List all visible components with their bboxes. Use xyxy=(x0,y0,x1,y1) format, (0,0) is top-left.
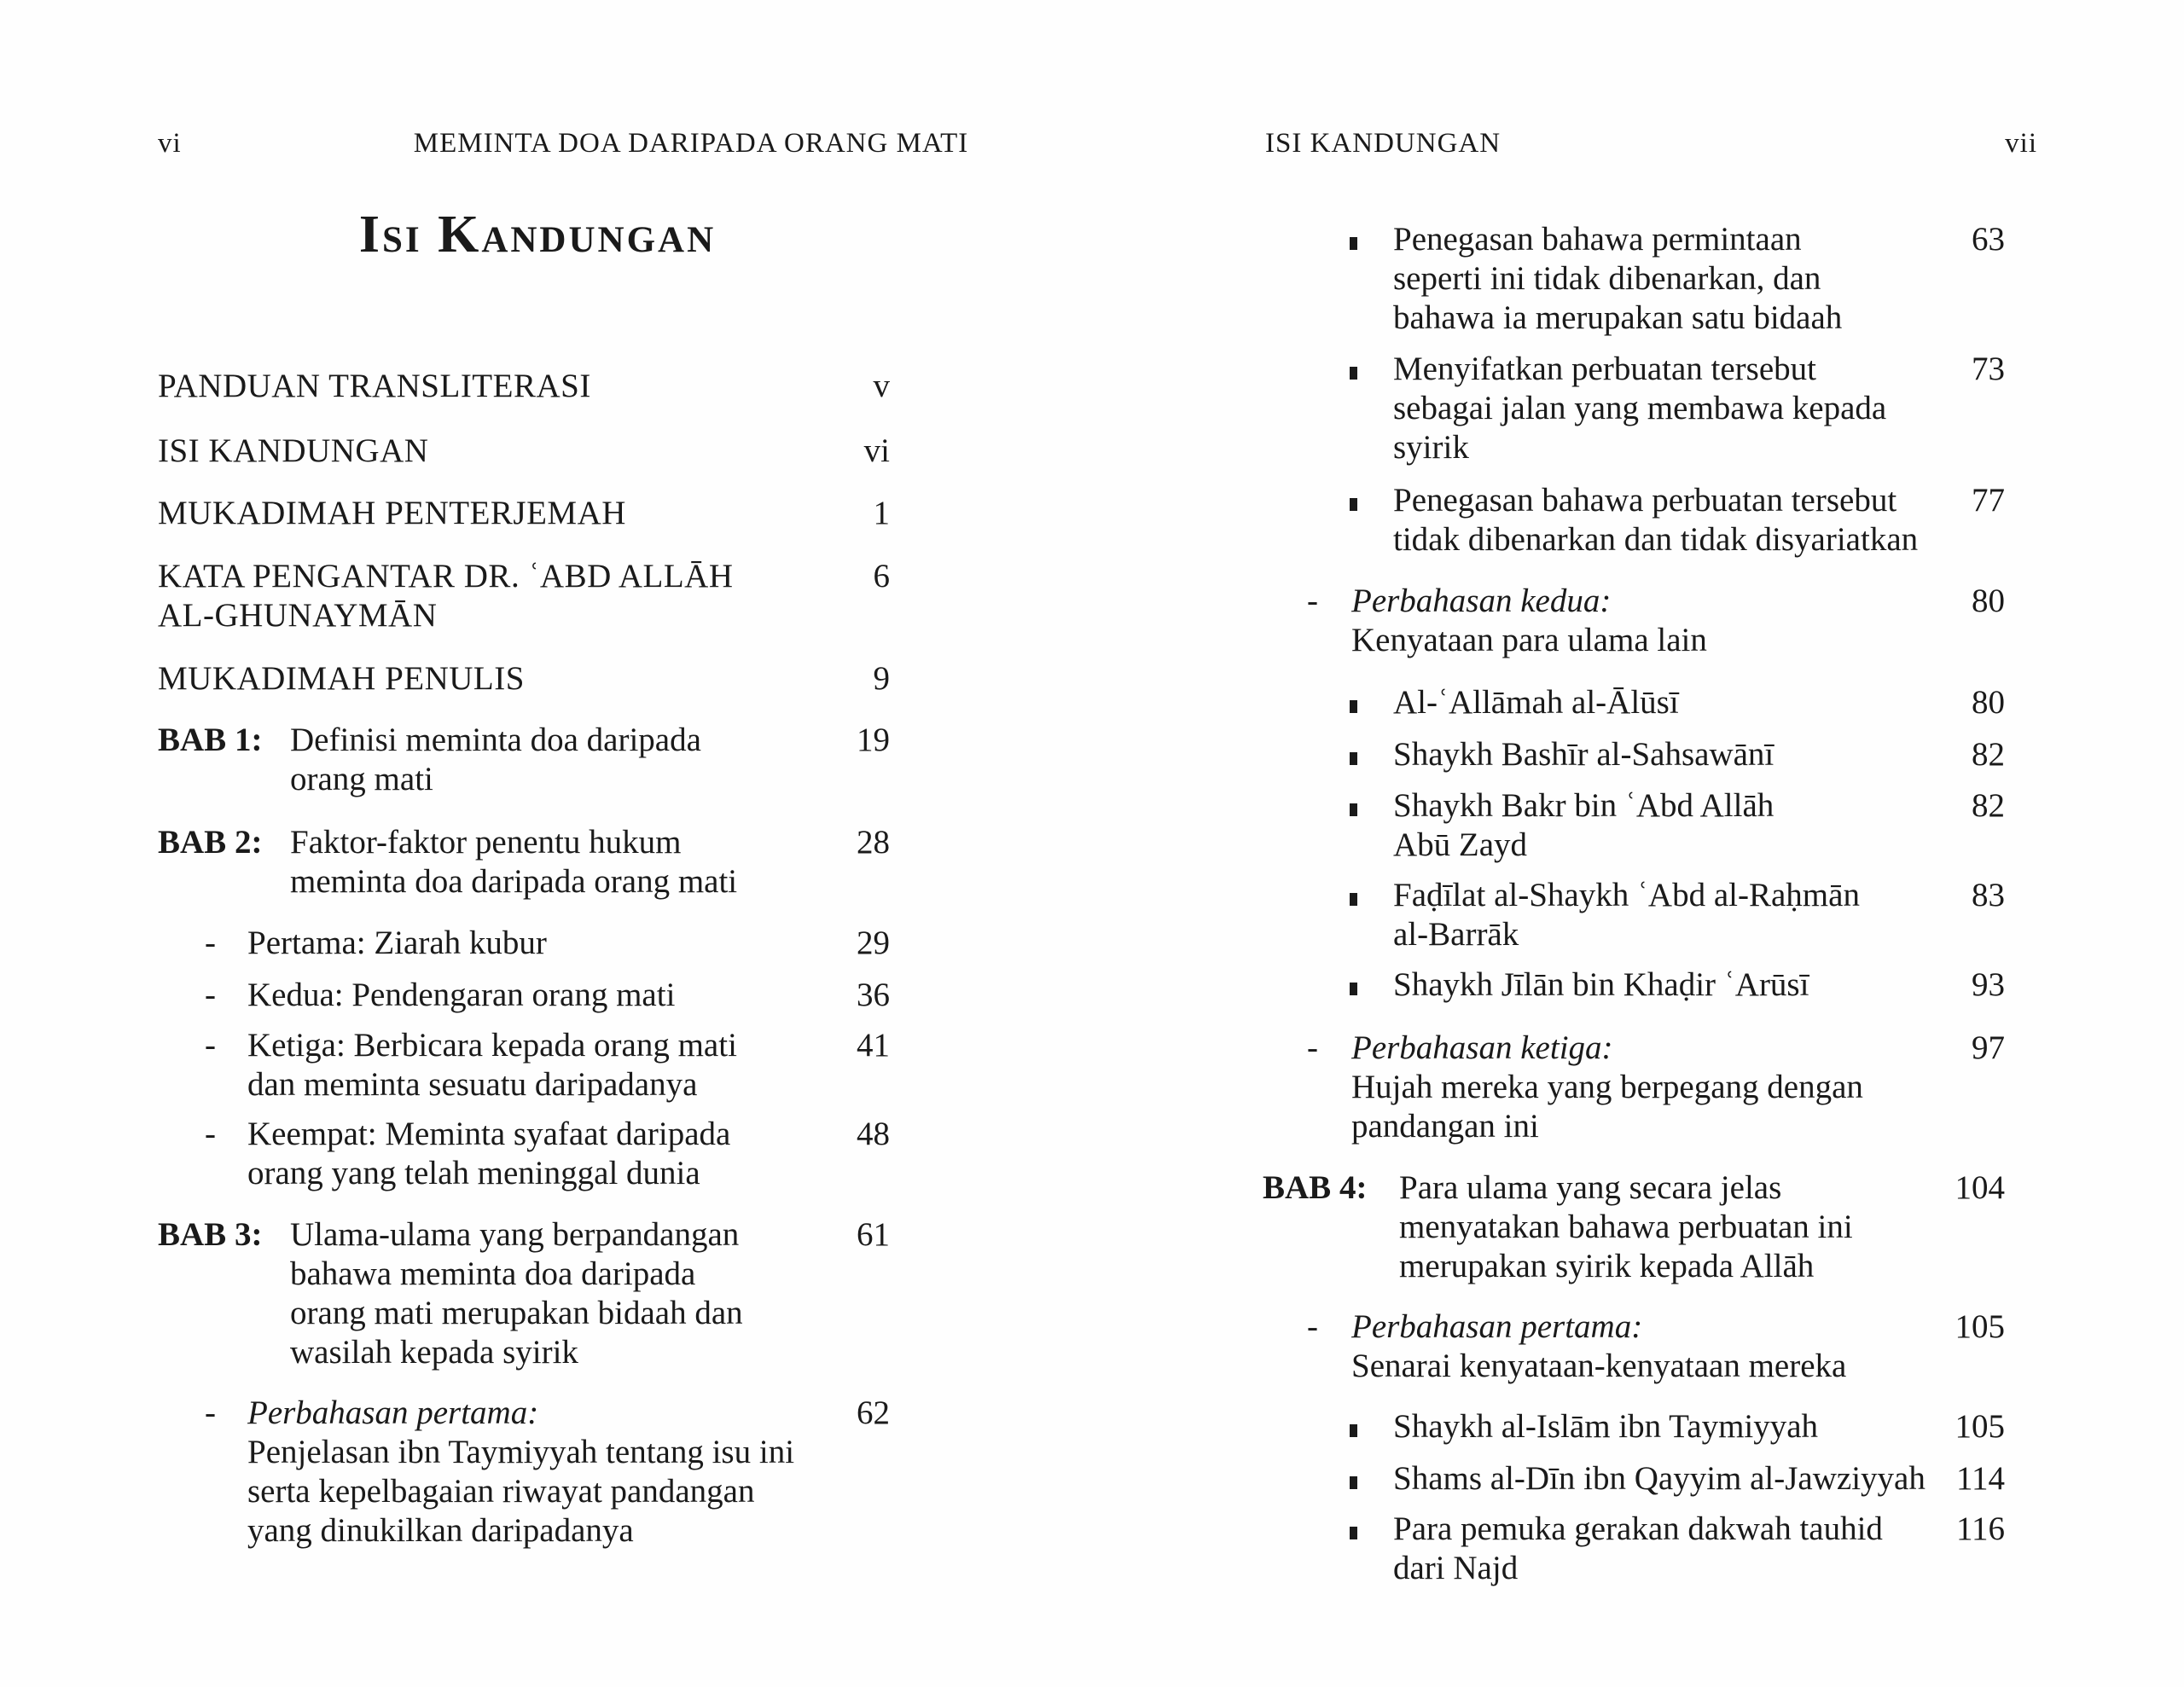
toc-entry xyxy=(1263,1029,2005,1146)
toc-entry-body xyxy=(1350,683,1928,722)
toc-entry-line: meminta doa daripada orang mati xyxy=(290,863,738,900)
bullet-marker xyxy=(1350,683,1393,722)
toc-entry-line: Penjelasan ibn Taymiyyah tentang isu ini xyxy=(247,1434,795,1470)
square-bullet-icon xyxy=(1350,367,1357,380)
toc-entry-text xyxy=(1393,220,1928,338)
toc-page-number: 19 xyxy=(857,722,890,758)
toc-entry-line: syirik xyxy=(1393,429,1469,466)
toc-entry-line: Ketiga: Berbicara kepada orang mati xyxy=(247,1027,737,1064)
bullet-marker xyxy=(1350,786,1393,865)
toc-entry-body xyxy=(158,557,813,635)
toc-entry-text xyxy=(1393,735,1928,774)
toc-entry-line: MUKADIMAH PENULIS xyxy=(158,660,525,697)
square-bullet-icon xyxy=(1350,893,1357,906)
toc-page-number: 77 xyxy=(1972,482,2005,519)
toc-entry xyxy=(158,1026,890,1104)
toc-entry-body xyxy=(1350,1459,1928,1499)
toc-entry-line: Pertama: Ziarah kubur xyxy=(247,925,547,961)
toc-entry-line: Hujah mereka yang berpegang dengan xyxy=(1351,1069,1863,1105)
toc-entry-line: Penegasan bahawa permintaan xyxy=(1393,221,1802,258)
toc-entry-line: orang mati merupakan bidaah dan xyxy=(290,1295,743,1331)
toc-entry-body xyxy=(1350,786,1928,865)
toc-entry-line: MUKADIMAH PENTERJEMAH xyxy=(158,495,626,531)
toc-entry-body xyxy=(1350,1510,1928,1588)
toc-entry-line: Al-ʿAllāmah al-Ālūsī xyxy=(1393,684,1679,721)
toc-entry-text xyxy=(247,1026,813,1104)
toc-entry xyxy=(158,1215,890,1372)
toc-entry-line: tidak dibenarkan dan tidak disyariatkan xyxy=(1393,521,1919,558)
toc-entry-line: Perbahasan ketiga: xyxy=(1351,1029,1613,1066)
toc-page-number: 105 xyxy=(1955,1308,2005,1345)
dash-icon: - xyxy=(205,977,216,1013)
toc-entry-line: Ulama-ulama yang berpandangan xyxy=(290,1216,740,1253)
toc-entry xyxy=(158,823,890,901)
toc-entry xyxy=(158,976,890,1015)
square-bullet-icon xyxy=(1350,1527,1357,1539)
bullet-marker xyxy=(1350,1407,1393,1446)
toc-page-number: 116 xyxy=(1955,1510,2005,1547)
toc-entry-text xyxy=(247,976,813,1015)
toc-entry-line: yang dinukilkan daripadanya xyxy=(247,1512,634,1549)
toc-entry-text xyxy=(1393,786,1928,865)
toc-entry-text xyxy=(290,1215,813,1372)
left-running-title: MEMINTA DOA DARIPADA ORANG MATI xyxy=(413,128,969,159)
toc-entry-text xyxy=(1351,1029,1928,1146)
toc-entry-text xyxy=(158,557,813,635)
toc-page-number: 97 xyxy=(1972,1029,2005,1066)
toc-entry xyxy=(158,659,890,699)
toc-entry-text xyxy=(158,659,813,699)
toc-page-number: 105 xyxy=(1955,1408,2005,1445)
toc-entry xyxy=(1263,1407,2005,1446)
toc-entry-line: Faḍīlat al-Shaykh ʿAbd al-Raḥmān xyxy=(1393,877,1860,913)
toc-entry-body xyxy=(1350,481,1928,559)
toc-entry-body xyxy=(1350,735,1928,774)
toc-entry xyxy=(1263,786,2005,865)
toc-entry-text xyxy=(290,823,813,901)
dash-icon: - xyxy=(1307,583,1318,619)
chapter-label: BAB 3: xyxy=(158,1216,263,1253)
square-bullet-icon xyxy=(1350,1424,1357,1437)
toc-entry-line: Senarai kenyataan-kenyataan mereka xyxy=(1351,1348,1847,1384)
toc-page-number: 29 xyxy=(857,925,890,961)
dash-icon: - xyxy=(1307,1029,1318,1066)
toc-entry-line: Menyifatkan perbuatan tersebut xyxy=(1393,351,1816,387)
toc-entry-body xyxy=(158,432,813,471)
bullet-marker xyxy=(1350,876,1393,954)
toc-entry-body xyxy=(1307,582,1928,660)
toc-entry xyxy=(1263,965,2005,1005)
toc-entry-line: Abū Zayd xyxy=(1393,826,1528,863)
toc-entry-body xyxy=(158,823,813,901)
toc-entry-text xyxy=(158,494,813,533)
toc-page-number: 80 xyxy=(1972,684,2005,721)
toc-page-number: vi xyxy=(863,432,890,469)
toc-entry xyxy=(158,1115,890,1193)
toc-entry-text xyxy=(247,1115,813,1193)
dash-icon: - xyxy=(205,925,216,961)
toc-left-column xyxy=(158,367,890,1551)
toc-entry-line: ISI KANDUNGAN xyxy=(158,432,429,469)
bullet-marker xyxy=(1350,1510,1393,1588)
toc-entry-line: bahawa meminta doa daripada xyxy=(290,1255,696,1292)
toc-entry xyxy=(158,367,890,406)
toc-entry-line: Shaykh Bakr bin ʿAbd Allāh xyxy=(1393,787,1774,824)
toc-entry xyxy=(158,432,890,471)
toc-entry-text xyxy=(1393,1407,1928,1446)
toc-entry-body xyxy=(205,924,813,963)
bullet-marker xyxy=(1350,350,1393,467)
toc-entry-body xyxy=(205,1115,813,1193)
square-bullet-icon xyxy=(1350,1476,1357,1489)
toc-entry-line: Shaykh Jīlān bin Khaḍir ʿArūsī xyxy=(1393,966,1809,1003)
toc-page-number: 61 xyxy=(857,1216,890,1253)
toc-page-number: 73 xyxy=(1972,351,2005,387)
chapter-label: BAB 1: xyxy=(158,722,263,758)
toc-entry-text xyxy=(1393,1459,1928,1499)
toc-entry-line: Penegasan bahawa perbuatan tersebut xyxy=(1393,482,1897,519)
toc-entry xyxy=(1263,683,2005,722)
toc-entry-text xyxy=(247,1394,813,1551)
toc-entry-body xyxy=(158,367,813,406)
toc-page-number: 41 xyxy=(857,1027,890,1064)
toc-entry-text xyxy=(158,432,813,471)
toc-entry-body xyxy=(1350,1407,1928,1446)
toc-page-number: 114 xyxy=(1955,1460,2005,1497)
toc-entry-line: bahawa ia merupakan satu bidaah xyxy=(1393,299,1843,336)
dash-icon: - xyxy=(1307,1308,1318,1345)
square-bullet-icon xyxy=(1350,700,1357,713)
toc-page-number: 62 xyxy=(857,1394,890,1431)
toc-entry-body xyxy=(158,494,813,533)
toc-entry-line: Perbahasan kedua: xyxy=(1351,583,1612,619)
bullet-marker xyxy=(1350,965,1393,1005)
square-bullet-icon xyxy=(1350,752,1357,765)
toc-page-number: 82 xyxy=(1972,787,2005,824)
toc-entry xyxy=(158,924,890,963)
toc-entry-text xyxy=(1393,1510,1928,1588)
toc-entry-line: Keempat: Meminta syafaat daripada xyxy=(247,1116,731,1152)
toc-entry-text xyxy=(1399,1168,1928,1286)
toc-page-number: 63 xyxy=(1972,221,2005,258)
toc-entry-line: al-Barrāk xyxy=(1393,916,1519,953)
toc-page-number: 104 xyxy=(1955,1169,2005,1206)
toc-entry xyxy=(1263,1168,2005,1286)
toc-entry-text xyxy=(1351,582,1928,660)
toc-entry-line: Kenyataan para ulama lain xyxy=(1351,622,1707,658)
toc-entry xyxy=(158,557,890,635)
bullet-marker xyxy=(1350,1459,1393,1499)
toc-entry-text xyxy=(1393,350,1928,467)
toc-entry xyxy=(1263,1510,2005,1588)
bullet-marker xyxy=(1350,220,1393,338)
toc-entry-body xyxy=(1350,350,1928,467)
toc-entry-text xyxy=(247,924,813,963)
toc-entry-body xyxy=(1263,1168,1928,1286)
toc-entry-line: Para ulama yang secara jelas xyxy=(1399,1169,1782,1206)
toc-entry-text xyxy=(1351,1307,1928,1386)
toc-entry-body xyxy=(1350,220,1928,338)
toc-entry-body xyxy=(1350,876,1928,954)
toc-entry-body xyxy=(205,1394,813,1551)
square-bullet-icon xyxy=(1350,237,1357,250)
toc-entry-line: AL-GHUNAYMĀN xyxy=(158,597,438,634)
toc-entry-text xyxy=(290,721,813,799)
toc-entry-line: Shaykh Bashīr al-Sahsawānī xyxy=(1393,736,1774,773)
toc-page-number: 28 xyxy=(857,824,890,861)
dash-icon: - xyxy=(205,1027,216,1064)
toc-entry-text xyxy=(158,367,813,406)
toc-entry xyxy=(158,721,890,799)
toc-entry xyxy=(1263,735,2005,774)
toc-page-number: 93 xyxy=(1972,966,2005,1003)
toc-entry-body xyxy=(1307,1307,1928,1386)
toc-entry-line: KATA PENGANTAR DR. ʿABD ALLĀH xyxy=(158,558,734,594)
bullet-marker xyxy=(1350,481,1393,559)
toc-entry-line: dari Najd xyxy=(1393,1550,1519,1586)
toc-page-number: 9 xyxy=(873,660,890,697)
toc-entry-body xyxy=(205,1026,813,1104)
toc-entry-line: serta kepelbagaian riwayat pandangan xyxy=(247,1473,755,1510)
toc-entry-line: Shams al-Dīn ibn Qayyim al-Jawziyyah xyxy=(1393,1460,1926,1497)
toc-entry xyxy=(1263,1307,2005,1386)
toc-entry xyxy=(1263,1459,2005,1499)
toc-entry-body xyxy=(158,659,813,699)
left-page-folio: vi xyxy=(158,128,182,159)
toc-entry-line: sebagai jalan yang membawa kepada xyxy=(1393,390,1887,426)
toc-page-number: 83 xyxy=(1972,877,2005,913)
toc-entry-line: pandangan ini xyxy=(1351,1108,1539,1145)
toc-page-number: 1 xyxy=(873,495,890,531)
toc-page-number: 80 xyxy=(1972,583,2005,619)
right-page-folio: vii xyxy=(2005,128,2037,159)
toc-title: Isi Kandungan xyxy=(358,206,717,264)
toc-entry xyxy=(1263,876,2005,954)
square-bullet-icon xyxy=(1350,803,1357,816)
toc-entry-line: Perbahasan pertama: xyxy=(1351,1308,1643,1345)
toc-right-column xyxy=(1263,220,2005,1588)
toc-entry-text xyxy=(1393,876,1928,954)
chapter-label: BAB 2: xyxy=(158,824,263,861)
toc-entry-line: orang yang telah meninggal dunia xyxy=(247,1155,700,1191)
toc-entry-text xyxy=(1393,683,1928,722)
toc-entry-line: Para pemuka gerakan dakwah tauhid xyxy=(1393,1510,1883,1547)
toc-entry xyxy=(1263,481,2005,559)
toc-entry-body xyxy=(205,976,813,1015)
toc-entry-text xyxy=(1393,481,1928,559)
toc-page-number: 6 xyxy=(873,558,890,594)
toc-page-number: 36 xyxy=(857,977,890,1013)
toc-entry-body xyxy=(1307,1029,1928,1146)
square-bullet-icon xyxy=(1350,498,1357,511)
toc-entry-line: Kedua: Pendengaran orang mati xyxy=(247,977,676,1013)
toc-entry-line: merupakan syirik kepada Allāh xyxy=(1399,1248,1815,1284)
toc-entry xyxy=(1263,350,2005,467)
toc-entry xyxy=(158,494,890,533)
toc-entry-line: Definisi meminta doa daripada xyxy=(290,722,701,758)
toc-entry-body xyxy=(158,721,813,799)
dash-icon: - xyxy=(205,1116,216,1152)
chapter-label: BAB 4: xyxy=(1263,1169,1368,1206)
toc-page-number: v xyxy=(873,368,890,404)
toc-entry xyxy=(1263,220,2005,338)
toc-entry-line: Perbahasan pertama: xyxy=(247,1394,539,1431)
toc-entry-line: wasilah kepada syirik xyxy=(290,1334,578,1371)
toc-entry-line: menyatakan bahawa perbuatan ini xyxy=(1399,1209,1853,1245)
toc-page-number: 48 xyxy=(857,1116,890,1152)
toc-entry-line: dan meminta sesuatu daripadanya xyxy=(247,1066,698,1103)
toc-entry xyxy=(1263,582,2005,660)
toc-entry-body xyxy=(1350,965,1928,1005)
toc-entry-text xyxy=(1393,965,1928,1005)
toc-entry-line: seperti ini tidak dibenarkan, dan xyxy=(1393,260,1821,297)
toc-entry-line: orang mati xyxy=(290,761,433,797)
toc-entry-body xyxy=(158,1215,813,1372)
toc-entry-line: PANDUAN TRANSLITERASI xyxy=(158,368,591,404)
dash-icon: - xyxy=(205,1394,216,1431)
square-bullet-icon xyxy=(1350,983,1357,995)
toc-page-number: 82 xyxy=(1972,736,2005,773)
toc-entry-line: Faktor-faktor penentu hukum xyxy=(290,824,682,861)
toc-entry xyxy=(158,1394,890,1551)
right-running-title: ISI KANDUNGAN xyxy=(1265,128,1502,159)
bullet-marker xyxy=(1350,735,1393,774)
toc-entry-line: Shaykh al-Islām ibn Taymiyyah xyxy=(1393,1408,1819,1445)
